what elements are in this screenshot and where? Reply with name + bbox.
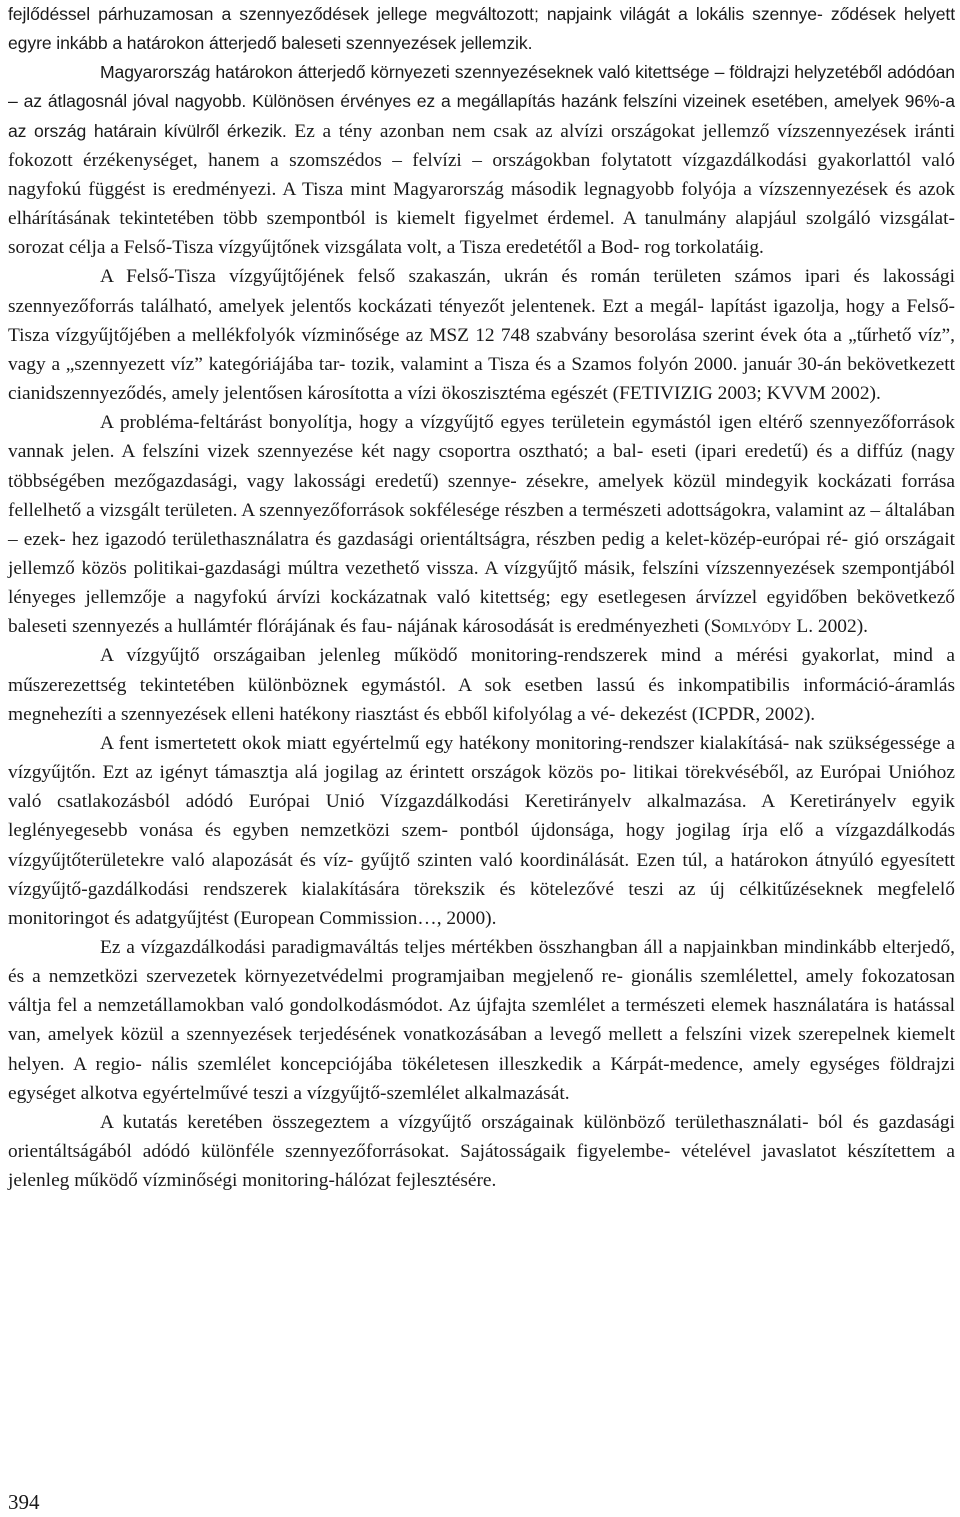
- paragraph-3-segment-1: A Felső-Tisza vízgyűjtőjének felső szakaszán, ukrán és román területen számos ipari és lakossági szennyezőforrás található, amelyek jelentős kockázati tényezőt jelentenek. Ezt a megál- lapítást igazolja, hogy a Felső-Tisza vízgyűjtőjében a mellékfolyók vízminősége az MSZ 12 748 szabvány besorolása szerint évek óta a „tűrhető víz”, vagy a „szennyezett víz” kategóriájába tar- tozik, valamint a Tisza és a Szamos folyón 2000. január 30-án bekövetkezett cianidszennyeződés, amely jelentősen károsította a vízi ökoszisztéma egészét (FETIVIZIG 2003; KVVM 2002).: [8, 266, 955, 405]
- paragraph-1-segment-1: fejlődéssel párhuzamosan a szennyeződések jellege megváltozott; napjaink világát a lokális szennye- ződések helyett egyre inkább a határokon átterjedő baleseti szennyezések jellemzik.: [8, 4, 955, 54]
- paragraph-5-segment-1: A vízgyűjtő országaiban jelenleg működő monitoring-rendszerek mind a mérési gyakorlat, mind a műszerezettség tekintetében különböznek egymástól. A sok esetben lassú és inkompatibilis információ-áramlás megnehezíti a szennyezések elleni hatékony riasztást és ebből kifolyólag a vé- dekezést (ICPDR, 2002).: [8, 645, 955, 725]
- paragraph-2: [8, 58, 955, 262]
- paragraph-8-segment-1: A kutatás keretében összegeztem a vízgyűjtő országainak különböző területhasználati- ból és gazdasági orientáltságából adódó különféle szennyezőforrásokat. Sajátosságaik figyelembe- vételével javaslatot készítettem a jelenleg működő vízminőségi monitoring-hálózat fejlesztésére.: [8, 1111, 955, 1192]
- author-name-smallcaps: Somlyódy: [710, 616, 792, 638]
- paragraph-4-segment-1: A probléma-feltárást bonyolítja, hogy a vízgyűjtő egyes területein egymástól igen eltérő szennyezőforrások vannak jelen. A felszíni vizek szennyezése két nagy csoportra osztható; a bal- eseti (ipari eredetű) és a diffúz (nagy többségében mezőgazdasági, vagy lakossági eredetű) szennye- zésekre, amelyek közül mindegyik kockázati forrása fellelhető a vizsgált területen. A szennyezőforrások sokfélesége részben a természeti adottságokra, valamint az – általában – ezek- hez igazodó területhasználatra és gazdasági orientáltságra, részben pedig a kelet-közép-európai ré- gió országait jellemző közös politikai-gazdasági múltra vezethető vissza. A vízgyűjtő másik, felszíni vízszennyezések szempontjából lényeges jellemzője a nagyfokú árvízi kockázatnak való kitettség; egy esetlegesen árvízzel egyidőben bekövetkező baleseti szennyezés a hullámtér flórájának és fau- nájának károsodását is eredményezheti (: [8, 412, 955, 638]
- paragraph-5: [8, 641, 955, 728]
- paragraph-4: [8, 408, 955, 641]
- paragraph-6: [8, 729, 955, 933]
- paragraph-6-segment-1: A fent ismertetett okok miatt egyértelmű egy hatékony monitoring-rendszer kialakításá- nak szükségessége a vízgyűjtőn. Ezt az igényt támasztja alá jogilag az érintett országok közös po- litikai törekvéséből, az Európai Unióhoz való csatlakozásból adódó Európai Unió Vízgazdálkodási Keretirányelv alkalmazása. A Keretirányelv egyik leglényegesebb vonása és egyben nemzetközi szem- pontból újdonsága, hogy jogilag írja elő a vízgazdálkodás vízgyűjtőterületekre való alapozását és víz- gyűjtő szinten való koordinálását. Ezen túl, a határokon átnyúló egyesített vízgyűjtő-gazdálkodási rendszerek kialakítására törekszik és kötelezővé teszi az új célkitűzéseknek megfelelő monitoringot és adatgyűjtést (European Commission…, 2000).: [8, 732, 955, 929]
- paragraph-1: [8, 0, 955, 58]
- paragraph-3: [8, 262, 955, 408]
- paragraph-2-segment-2: Ez a tény azonban nem csak az alvízi országokat jellemző vízszennyezések iránti fokozott érzékenységet, hanem a szomszédos – felvízi – országokban folytatott vízgazdálkodási gyakorlattól való nagyfokú függést is eredményezi. A Tisza mint Magyarország második legnagyobb folyója a vízszennyezések és azok elhárításának tekintetében több szempontból is kiemelt figyelmet érdemel. A tanulmány alapjául szolgáló vizsgálat-sorozat célja a Felső-Tisza vízgyűjtőnek vizsgálata volt, a Tisza eredetétől a Bod- rog torkolatáig.: [8, 120, 956, 259]
- paragraph-7: [8, 933, 955, 1108]
- paragraph-4-segment-3: L. 2002).: [791, 616, 869, 638]
- paragraph-2-segment-1: Magyarország határokon átterjedő környezeti szennyezéseknek való kitettsége – földrajzi helyzetéből adódóan – az átlagosnál jóval nagyobb. Különösen érvényes ez a megállapítás hazánk felszíni vizeinek esetében, amelyek 96%-a az ország határain kívülről érkezik.: [8, 62, 955, 141]
- paragraph-7-segment-1: Ez a vízgazdálkodási paradigmaváltás teljes mértékben összhangban áll a napjainkban mindinkább elterjedő, és a nemzetközi szervezetek környezetvédelmi programjaiban megjelenő re- gionális szemlélettel, amely fokozatosan váltja fel a nemzetállamokban való gondolkodásmódot. Az újfajta szemlélet a természeti elemek használatára is hatással van, amelyek közül a szennyezések terjedésének vonatkozásában a levegő mellett a felszíni vizek szerepelnek kiemelt helyen. A regio- nális szemlélet koncepciójába tökéletesen illeszkedik a Kárpát-medence, amely egységes földrajzi egységet alkotva egyértelművé teszi a vízgyűjtő-szemlélet alkalmazását.: [8, 937, 955, 1104]
- paragraph-8: [8, 1108, 955, 1195]
- page-body: [8, 0, 955, 1195]
- page-number: 394: [8, 1490, 40, 1514]
